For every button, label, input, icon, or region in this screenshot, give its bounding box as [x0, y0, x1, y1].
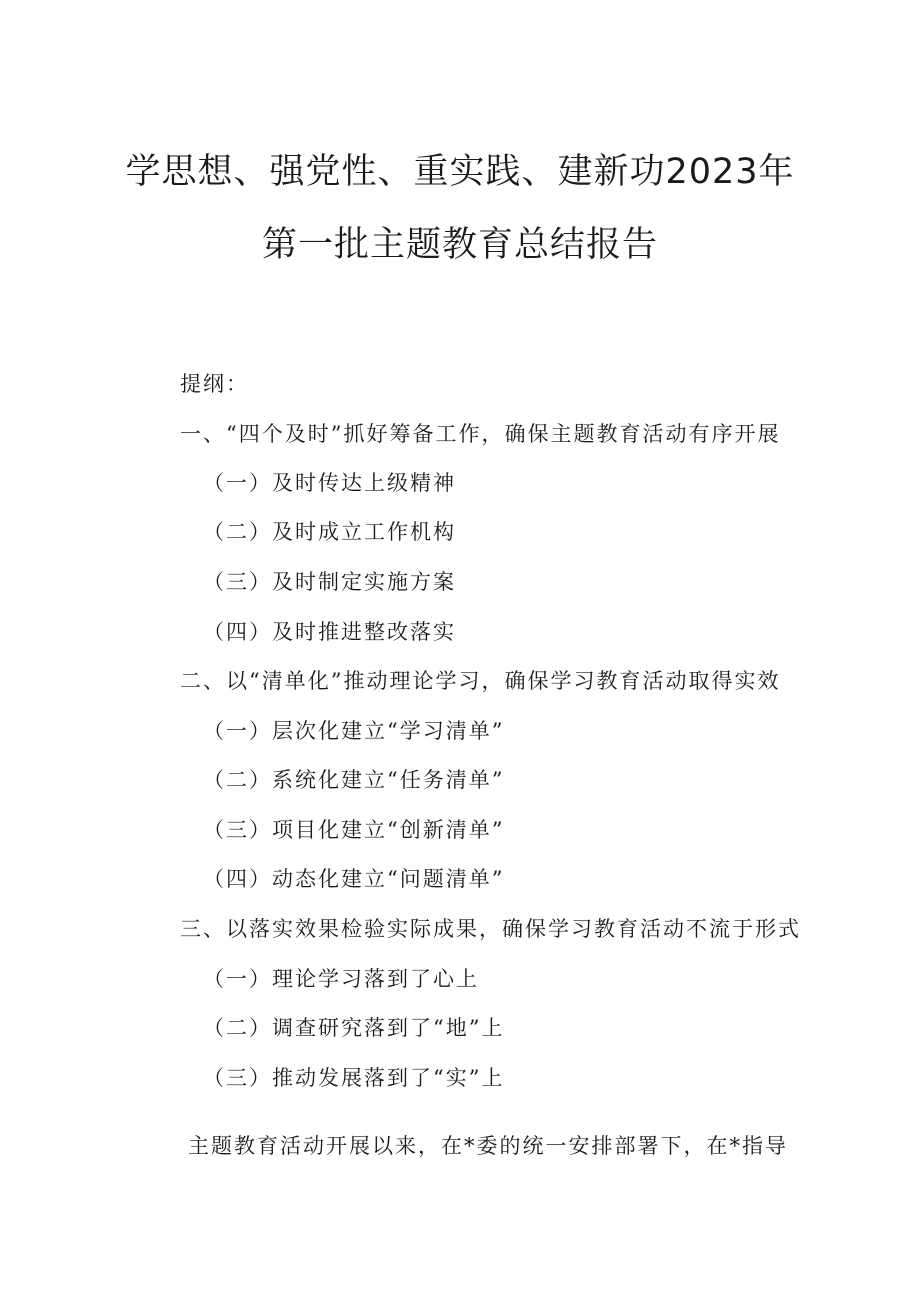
section-3-item-3: （三）推动发展落到了“实”上 [203, 1066, 505, 1090]
section-1-item-3: （三）及时制定实施方案 [203, 570, 456, 594]
section-2-item-2: （二）系统化建立“任务清单” [203, 768, 505, 792]
section-heading-2: 二、以“清单化”推动理论学习，确保学习教育活动取得实效 [180, 669, 781, 693]
outline-label: 提纲： [180, 372, 249, 396]
section-2-item-4: （四）动态化建立“问题清单” [203, 867, 505, 891]
section-heading-3: 三、以落实效果检验实际成果，确保学习教育活动不流于形式 [180, 917, 801, 941]
section-heading-1: 一、“四个及时”抓好筹备工作，确保主题教育活动有序开展 [180, 422, 781, 446]
body-paragraph-start: 主题教育活动开展以来，在*委的统一安排部署下，在*指导 [188, 1134, 788, 1158]
section-3-item-2: （二）调查研究落到了“地”上 [203, 1016, 505, 1040]
document-title-line-2: 第一批主题教育总结报告 [261, 225, 658, 265]
section-2-item-1: （一）层次化建立“学习清单” [203, 719, 505, 743]
section-3-item-1: （一）理论学习落到了心上 [203, 967, 479, 991]
section-1-item-2: （二）及时成立工作机构 [203, 520, 456, 544]
section-1-item-1: （一）及时传达上级精神 [203, 471, 456, 495]
section-2-item-3: （三）项目化建立“创新清单” [203, 818, 505, 842]
document-title-line-1: 学思想、强党性、重实践、建新功2023年 [125, 152, 795, 192]
section-1-item-4: （四）及时推进整改落实 [203, 620, 456, 644]
